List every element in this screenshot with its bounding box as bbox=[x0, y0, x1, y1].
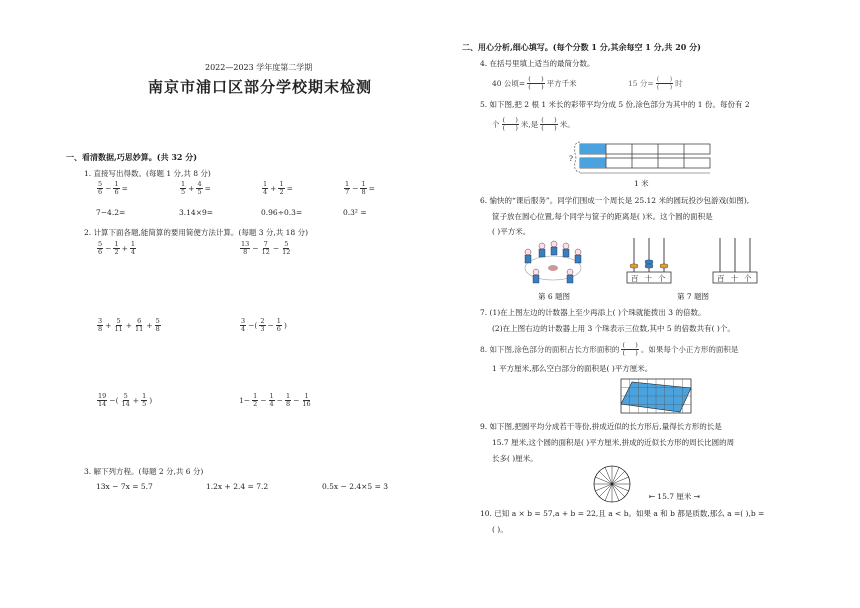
q1-item-8: 0.3² = bbox=[343, 208, 367, 217]
q1-item-6: 3.14×9= bbox=[179, 208, 214, 217]
q6-line-2: 筐子放在圆心位置,每个同学与筐子的距离是( )米。这个圆的面积是 bbox=[492, 212, 713, 221]
q4-text: 4. 在括号里填上适当的最简分数。 bbox=[480, 59, 595, 68]
q2-expr-1: $\frac{5}{6}$ − $\frac{1}{2}$ + $\frac{1}{4}$ bbox=[98, 240, 136, 256]
q7-line-1: 7. (1)在上图左边的计数器上至少再添上( )个珠就能拨出 3 的倍数。 bbox=[480, 308, 706, 317]
q7-line-2: (2)在上图右边的计数器上用 3 个珠表示三位数,其中 5 的倍数共有( )个。 bbox=[492, 324, 735, 333]
q9-line-1: 9. 如下图,把圆平均分成若干等份,拼成近似的长方形后,量得长方形的长是 bbox=[480, 422, 722, 431]
abacus-right-labels: 百十个 bbox=[717, 274, 758, 283]
q6-line-3: ( )平方米。 bbox=[492, 227, 531, 236]
q5-text-2: 个 $\frac{( )}{( )}$ 米,是 $\frac{( )}{( )}$ 米。 bbox=[492, 116, 575, 132]
q1-title: 1. 直接写出得数。(每题 1 分,共 8 分) bbox=[84, 169, 211, 178]
length-dimension: ⇤ 15.7 厘米 ⇥ bbox=[649, 492, 700, 501]
divided-circle-figure bbox=[592, 464, 632, 504]
q1-item-2: $\frac{1}{5}$ + $\frac{4}{5}$ = bbox=[181, 180, 211, 196]
ribbon-figure bbox=[570, 138, 718, 178]
q10-line-1: 10. 已知 a × b = 57,a + b = 22,且 a < b。如果 a 和 b 都是质数,那么 a =( ),b = bbox=[480, 509, 765, 518]
q3-eq-1: 13x − 7x = 5.7 bbox=[96, 482, 153, 491]
section2-title: 二、用心分析,细心填写。(每个分数 1 分,其余每空 1 分,共 20 分) bbox=[462, 42, 701, 52]
q9-line-3: 长多( )厘米。 bbox=[492, 454, 538, 463]
q2-expr-3: $\frac{3}{8}$ + $\frac{5}{11}$ + $\frac{6}{11}$ + $\frac{5}{8}$ bbox=[98, 317, 160, 333]
q8-line-2: 1 平方厘米,那么空白部分的面积是( )平方厘米。 bbox=[492, 364, 653, 373]
ribbon-question-mark: ? bbox=[569, 154, 574, 163]
q4-item-a: 40 公顷= $\frac{( )}{( )}$ 平方千米 bbox=[492, 75, 577, 91]
ribbon-diagram bbox=[570, 138, 718, 178]
q8-line-1: 8. 如下图,涂色部分的面积占长方形面积的 $\frac{( )}{( )}$ 。如果每个小正方形的面积是 bbox=[480, 341, 739, 357]
q10-line-2: ( )。 bbox=[492, 525, 508, 534]
q1-item-1: $\frac{5}{6}$ − $\frac{1}{6}$ = bbox=[98, 180, 128, 196]
q1-item-5: 7−4.2= bbox=[96, 208, 126, 217]
q2-title: 2. 计算下面各题,能简算的要用简便方法计算。(每题 3 分,共 18 分) bbox=[84, 228, 309, 237]
ribbon-length-label: 1 米 bbox=[634, 179, 649, 188]
q1-item-7: 0.96÷0.3= bbox=[261, 208, 303, 217]
q9-line-2: 15.7 厘米,这个圆的面积是( )平方厘米,拼成的近似长方形的周长比圆的周 bbox=[492, 438, 735, 447]
q6-line-1: 6. 愉快的“课后服务”。同学们围成一个周长是 25.12 米的圆玩投沙包游戏(如图), bbox=[480, 196, 750, 205]
q3-eq-3: 0.5x − 2.4×5 = 3 bbox=[322, 482, 389, 491]
fig6-caption: 第 6 题图 bbox=[538, 292, 571, 301]
q2-expr-4: $\frac{3}{4}$ −( $\frac{2}{3}$ − $\frac{1}{6}$ ) bbox=[241, 317, 287, 333]
school-year: 2022—2023 学年度第二学期 bbox=[205, 63, 313, 72]
q2-expr-5: $\frac{19}{14}$ −( $\frac{5}{14}$ + $\frac{1}{5}$ ) bbox=[98, 392, 153, 408]
q4-item-b: 15 分= $\frac{( )}{( )}$ 时 bbox=[628, 75, 683, 91]
q1-item-4: $\frac{1}{7}$ − $\frac{1}{8}$ = bbox=[345, 180, 375, 196]
kids-circle-illustration bbox=[518, 238, 588, 288]
q3-eq-2: 1.2x + 2.4 = 7.2 bbox=[206, 482, 269, 491]
q3-title: 3. 解下列方程。(每题 2 分,共 6 分) bbox=[84, 467, 204, 476]
grid-parallelogram-figure bbox=[620, 378, 692, 414]
q5-text: 5. 如下图,把 2 根 1 米长的彩带平均分成 5 份,涂色部分为其中的 1 份。每份有 2 bbox=[480, 100, 750, 109]
q1-item-3: $\frac{1}{4}$ + $\frac{1}{2}$ = bbox=[263, 180, 293, 196]
q2-expr-2: $\frac{13}{8}$ − $\frac{7}{12}$ − $\frac{5}{12}$ bbox=[241, 240, 291, 256]
section1-title: 一、看清数据,巧思妙算。(共 32 分) bbox=[66, 152, 198, 162]
q2-expr-6: 1− $\frac{1}{2}$ − $\frac{1}{4}$ − $\frac{1}{8}$ − $\frac{1}{16}$ bbox=[239, 392, 311, 408]
page-title: 南京市浦口区部分学校期末检测 bbox=[148, 78, 373, 96]
abacus-left-labels: 百十个 bbox=[631, 274, 672, 283]
fig7-caption: 第 7 题图 bbox=[677, 292, 710, 301]
